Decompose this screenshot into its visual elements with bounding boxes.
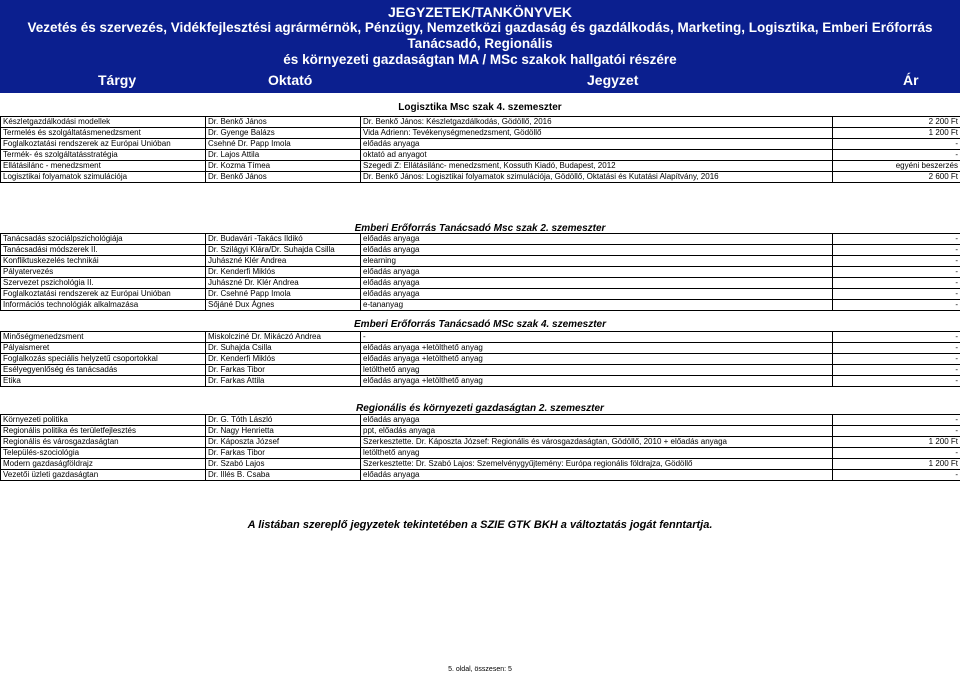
price-cell: -	[833, 150, 960, 161]
table-row	[1, 426, 960, 437]
table-row	[1, 267, 960, 278]
teacher-cell: Csehné Dr. Papp Imola	[206, 139, 361, 150]
price-cell: -	[833, 267, 960, 278]
notes-cell: Dr. Benkő János: Logisztikai folyamatok szimulációja, Gödöllő, Oktatási és Kutatási Alapítvány, 2016	[361, 172, 833, 183]
teacher-cell: Dr. Suhajda Csilla	[206, 343, 361, 354]
teacher-cell: Dr. Csehné Papp Imola	[206, 289, 361, 300]
teacher-cell: Dr. G. Tóth László	[206, 415, 361, 426]
subject-cell: Termék- és szolgáltatásstratégia	[1, 150, 206, 161]
price-cell: -	[833, 448, 960, 459]
subject-cell: Tanácsadási módszerek II.	[1, 245, 206, 256]
notes-cell: előadás anyaga	[361, 415, 833, 426]
subject-cell: Foglalkoztatási rendszerek az Európai Unióban	[1, 289, 206, 300]
price-cell: 1 200 Ft	[833, 459, 960, 470]
notes-cell: Vida Adrienn: Tevékenységmenedzsment, Gödöllő	[361, 128, 833, 139]
table-row	[1, 365, 960, 376]
teacher-cell: Dr. Farkas Attila	[206, 376, 361, 387]
section-title: Emberi Erőforrás Tanácsadó MSc szak 4. szemeszter	[354, 319, 606, 330]
teacher-cell: Dr. Lajos Attila	[206, 150, 361, 161]
notes-cell: e-tananyag	[361, 300, 833, 311]
footer-note: A listában szereplő jegyzetek tekintetében a SZIE GTK BKH a változtatás jogát fenntartja.	[247, 519, 713, 531]
teacher-cell: Dr. Káposzta József	[206, 437, 361, 448]
table-row	[1, 415, 960, 426]
price-cell: 1 200 Ft	[833, 128, 960, 139]
price-cell: -	[833, 289, 960, 300]
price-cell: 1 200 Ft	[833, 437, 960, 448]
notes-cell: Szegedi Z: Ellátásilánc- menedzsment, Kossuth Kiadó, Budapest, 2012	[361, 161, 833, 172]
notes-cell: előadás anyaga	[361, 289, 833, 300]
table-row	[1, 376, 960, 387]
section-title: Emberi Erőforrás Tanácsadó Msc szak 2. szemeszter	[354, 223, 606, 234]
teacher-cell: Juhászné Klér Andrea	[206, 256, 361, 267]
price-cell: -	[833, 376, 960, 387]
column-header-bar	[0, 67, 960, 93]
table-row	[1, 256, 960, 267]
subject-cell: Település-szociológia	[1, 448, 206, 459]
price-cell: -	[833, 139, 960, 150]
price-cell: -	[833, 332, 960, 343]
subject-cell: Pályatervezés	[1, 267, 206, 278]
header-programs: Vezetés és szervezés, Vidékfejlesztési agrármérnök, Pénzügy, Nemzetközi gazdaság és gazdálkodás, Marketing, Logisztika, Emberi Erőforrás Tanácsadó, Regionális	[27, 20, 933, 51]
price-cell: -	[833, 426, 960, 437]
price-cell: -	[833, 415, 960, 426]
subject-cell: Információs technológiák alkalmazása	[1, 300, 206, 311]
table-row	[1, 437, 960, 448]
price-cell: -	[833, 470, 960, 481]
table-row	[1, 278, 960, 289]
subject-cell: Regionális politika és területfejlesztés	[1, 426, 206, 437]
teacher-cell: Dr. Kenderfi Miklós	[206, 354, 361, 365]
notes-cell: Szerkesztette: Dr. Szabó Lajos: Szemelvénygyűjtemény: Európa regionális földrajza, Gödöllő	[361, 459, 833, 470]
notes-cell: előadás anyaga	[361, 470, 833, 481]
section-table	[0, 331, 960, 387]
notes-cell: előadás anyaga	[361, 139, 833, 150]
subject-cell: Szervezet pszichológia II.	[1, 278, 206, 289]
notes-cell: előadás anyaga +letölthető anyag	[361, 343, 833, 354]
subject-cell: Készletgazdálkodási modellek	[1, 117, 206, 128]
table-row	[1, 161, 960, 172]
notes-cell: előadás anyaga	[361, 234, 833, 245]
table-row	[1, 172, 960, 183]
table-row	[1, 354, 960, 365]
teacher-cell: Dr. Szabó Lajos	[206, 459, 361, 470]
header-title: JEGYZETEK/TANKÖNYVEK	[387, 4, 573, 20]
teacher-cell: Dr. Gyenge Balázs	[206, 128, 361, 139]
table-row	[1, 128, 960, 139]
section-table	[0, 414, 960, 481]
subject-cell: Modern gazdaságföldrajz	[1, 459, 206, 470]
subject-cell: Környezeti politika	[1, 415, 206, 426]
subject-cell: Vezetői üzleti gazdaságtan	[1, 470, 206, 481]
notes-cell: Dr. Benkő János: Készletgazdálkodás, Gödöllő, 2016	[361, 117, 833, 128]
teacher-cell: Dr. Farkas Tibor	[206, 365, 361, 376]
notes-cell: elearning	[361, 256, 833, 267]
teacher-cell: Miskolcziné Dr. Mikáczó Andrea	[206, 332, 361, 343]
notes-cell: letölthető anyag	[361, 365, 833, 376]
subject-cell: Termelés és szolgáltatásmenedzsment	[1, 128, 206, 139]
table-row	[1, 150, 960, 161]
subject-cell: Foglalkoztatási rendszerek az Európai Unióban	[1, 139, 206, 150]
teacher-cell: Sőjáné Dux Ágnes	[206, 300, 361, 311]
notes-cell: előadás anyaga	[361, 267, 833, 278]
subject-cell: Minőségmenedzsment	[1, 332, 206, 343]
teacher-cell: Dr. Illés B. Csaba	[206, 470, 361, 481]
teacher-cell: Dr. Farkas Tibor	[206, 448, 361, 459]
teacher-cell: Dr. Benkő János	[206, 117, 361, 128]
subject-cell: Foglalkozás speciális helyzetű csoportokkal	[1, 354, 206, 365]
table-row	[1, 245, 960, 256]
teacher-cell: Dr. Kozma Tímea	[206, 161, 361, 172]
notes-cell: előadás anyaga	[361, 278, 833, 289]
price-cell: -	[833, 256, 960, 267]
table-row	[1, 117, 960, 128]
price-cell: -	[833, 245, 960, 256]
column-teacher: Oktató	[268, 72, 313, 88]
subject-cell: Ellátásilánc - menedzsment	[1, 161, 206, 172]
notes-cell: ppt, előadás anyaga	[361, 426, 833, 437]
price-cell: 2 600 Ft	[833, 172, 960, 183]
header-programs-cont: és környezeti gazdaságtan MA / MSc szakok hallgatói részére	[283, 52, 677, 67]
table-row	[1, 459, 960, 470]
subject-cell: Esélyegyenlőség és tanácsadás	[1, 365, 206, 376]
teacher-cell: Juhászné Dr. Klér Andrea	[206, 278, 361, 289]
subject-cell: Konfliktuskezelés technikái	[1, 256, 206, 267]
notes-cell: letölthető anyag	[361, 448, 833, 459]
column-notes: Jegyzet	[587, 72, 639, 88]
column-price: Ár	[903, 72, 919, 88]
notes-cell: -	[361, 332, 833, 343]
price-cell: -	[833, 278, 960, 289]
table-row	[1, 470, 960, 481]
notes-cell: oktató ad anyagot	[361, 150, 833, 161]
teacher-cell: Dr. Kenderfi Miklós	[206, 267, 361, 278]
table-row	[1, 300, 960, 311]
teacher-cell: Dr. Budavári -Takács Ildikó	[206, 234, 361, 245]
price-cell: -	[833, 300, 960, 311]
subject-cell: Pályaismeret	[1, 343, 206, 354]
document-header	[0, 0, 960, 67]
table-row	[1, 332, 960, 343]
section-table	[0, 116, 960, 183]
table-row	[1, 234, 960, 245]
section-table	[0, 233, 960, 311]
subject-cell: Tanácsadás szociálpszichológiája	[1, 234, 206, 245]
teacher-cell: Dr. Nagy Henrietta	[206, 426, 361, 437]
notes-cell: előadás anyaga	[361, 245, 833, 256]
table-row	[1, 139, 960, 150]
price-cell: egyéni beszerzés	[833, 161, 960, 172]
teacher-cell: Dr. Szilágyi Klára/Dr. Suhajda Csilla	[206, 245, 361, 256]
page-number: 5. oldal, összesen: 5	[448, 666, 512, 673]
notes-cell: Szerkesztette. Dr. Káposzta József: Regionális és városgazdaságtan, Gödöllő, 2010 + előadás anyaga	[361, 437, 833, 448]
subject-cell: Regionális és városgazdaságtan	[1, 437, 206, 448]
table-row	[1, 289, 960, 300]
price-cell: -	[833, 354, 960, 365]
price-cell: 2 200 Ft	[833, 117, 960, 128]
teacher-cell: Dr. Benkő János	[206, 172, 361, 183]
section-title: Regionális és környezeti gazdaságtan 2. szemeszter	[356, 403, 604, 414]
subject-cell: Etika	[1, 376, 206, 387]
section-title: Logisztika Msc szak 4. szemeszter	[398, 102, 562, 113]
table-row	[1, 448, 960, 459]
notes-cell: előadás anyaga +letölthető anyag	[361, 354, 833, 365]
price-cell: -	[833, 343, 960, 354]
price-cell: -	[833, 365, 960, 376]
notes-cell: előadás anyaga +letölthető anyag	[361, 376, 833, 387]
table-row	[1, 343, 960, 354]
subject-cell: Logisztikai folyamatok szimulációja	[1, 172, 206, 183]
price-cell: -	[833, 234, 960, 245]
column-subject: Tárgy	[98, 72, 137, 88]
